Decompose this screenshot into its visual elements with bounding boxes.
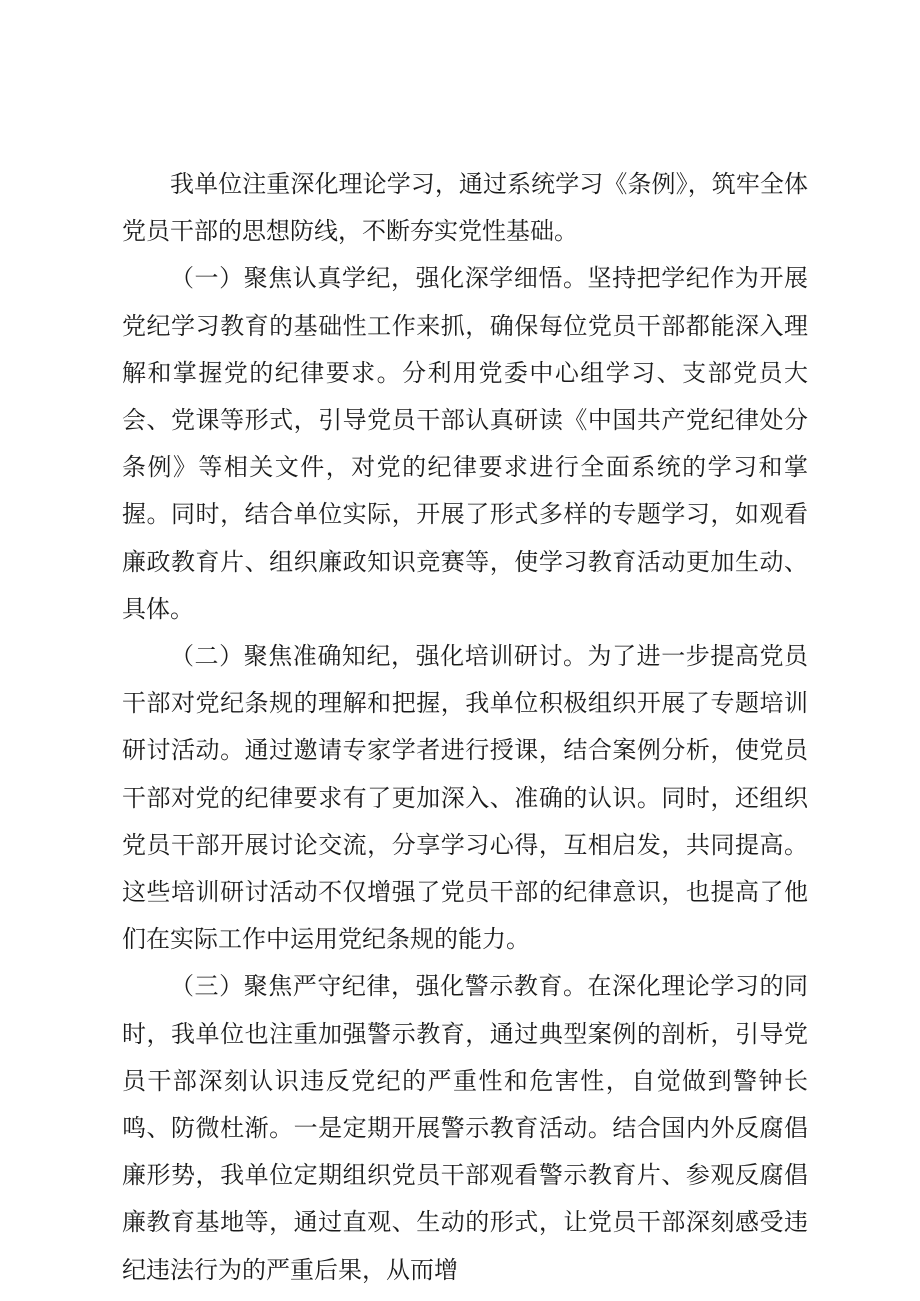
paragraph-section-2: （二）聚焦准确知纪，强化培训研讨。为了进一步提高党员干部对党纪条规的理解和把握，我单位积极组织开展了专题培训研讨活动。通过邀请专家学者进行授课，结合案例分析，使党员干部对党的纪律要求有了更加深入、准确的认识。同时，还组织党员干部开展讨论交流，分享学习心得，互相启发，共同提高。这些培训研讨活动不仅增强了党员干部的纪律意识，也提高了他们在实际工作中运用党纪条规的能力。 bbox=[122, 642, 808, 954]
paragraph-intro: 我单位注重深化理论学习，通过系统学习《条例》，筑牢全体党员干部的思想防线，不断夯实党性基础。 bbox=[122, 170, 808, 246]
paragraph-section-1: （一）聚焦认真学纪，强化深学细悟。坚持把学纪作为开展党纪学习教育的基础性工作来抓，确保每位党员干部都能深入理解和掌握党的纪律要求。分利用党委中心组学习、支部党员大会、党课等形式，引导党员干部认真研读《中国共产党纪律处分条例》等相关文件，对党的纪律要求进行全面系统的学习和掌握。同时，结合单位实际，开展了形式多样的专题学习，如观看廉政教育片、组织廉政知识竞赛等，使学习教育活动更加生动、具体。 bbox=[122, 264, 808, 623]
document-body bbox=[122, 161, 808, 1294]
paragraph-section-3: （三）聚焦严守纪律，强化警示教育。在深化理论学习的同时，我单位也注重加强警示教育，通过典型案例的剖析，引导党员干部深刻认识违反党纪的严重性和危害性，自觉做到警钟长鸣、防微杜渐。一是定期开展警示教育活动。结合国内外反腐倡廉形势，我单位定期组织党员干部观看警示教育片、参观反腐倡廉教育基地等，通过直观、生动的形式，让党员干部深刻感受违纪违法行为的严重后果，从而增 bbox=[122, 972, 808, 1284]
